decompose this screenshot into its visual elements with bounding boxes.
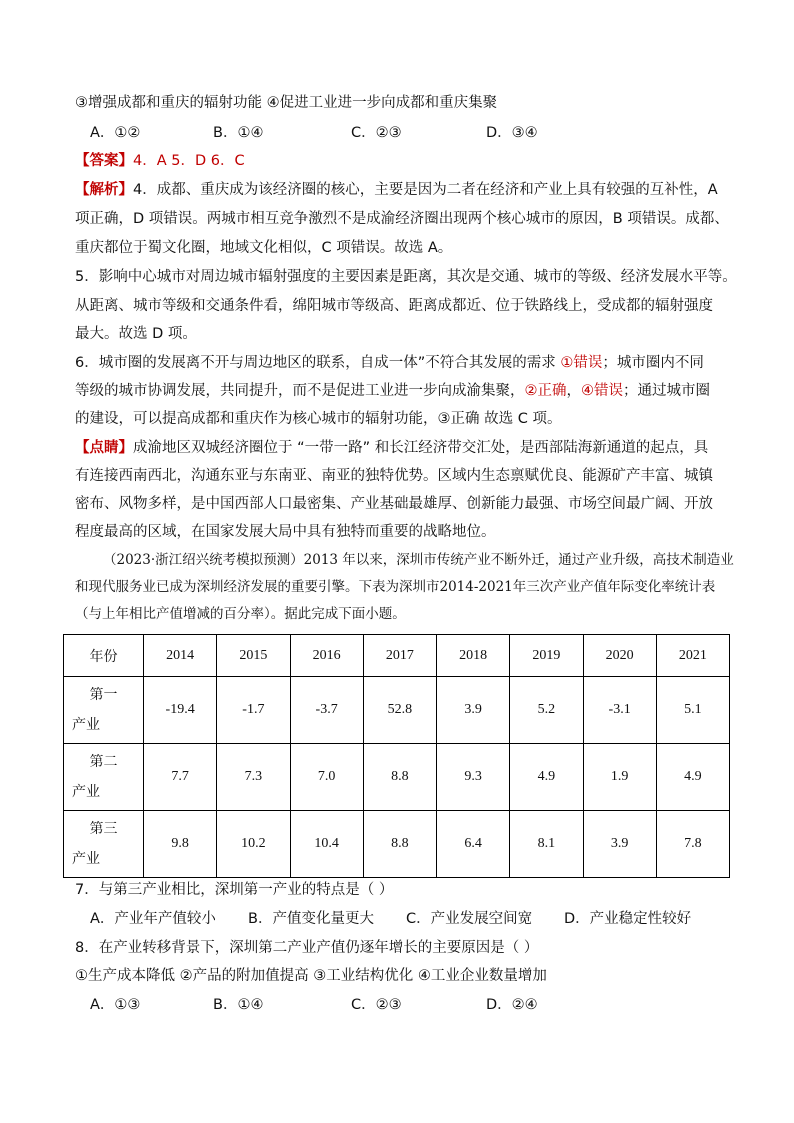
- year-cell: 2017: [363, 635, 436, 677]
- option-b: B．①④: [213, 125, 264, 141]
- answer-line: [75, 151, 735, 171]
- analysis-line-5: 从距离、城市等级和交通条件看，绵阳城市等级高、距离成都近、位于铁路线上，受成都的辐射强度: [75, 298, 713, 314]
- table-cell: 6.4: [437, 811, 510, 878]
- comment-line-4: 程度最高的区域，在国家发展大局中具有独特而重要的战略地位。: [75, 524, 496, 540]
- highlight: ④错误: [581, 383, 623, 399]
- table-cell: 52.8: [363, 677, 436, 744]
- analysis-line-9: [75, 409, 735, 429]
- analysis-text: ，: [566, 383, 581, 399]
- row-label-bottom: 产业: [72, 784, 100, 800]
- row-label-bottom: 产业: [72, 717, 100, 733]
- row-label-top: 第三: [89, 821, 118, 837]
- table-row: [64, 744, 730, 811]
- year-cell: 2014: [144, 635, 217, 677]
- comment-tag: 【点睛】: [75, 440, 133, 456]
- analysis-tag: 【解析】: [75, 182, 133, 198]
- q8-items: ①生产成本降低 ②产品的附加值提高 ③工业结构优化 ④工业企业数量增加: [75, 968, 547, 984]
- table-cell: 8.8: [363, 811, 436, 878]
- year-cell: 2019: [510, 635, 583, 677]
- table-row: [64, 677, 730, 744]
- table-cell: 1.9: [583, 744, 656, 811]
- option-d: D．产业稳定性较好: [564, 911, 692, 927]
- year-cell: 2021: [656, 635, 729, 677]
- option-b: B．产值变化量更大: [248, 911, 374, 927]
- analysis-line-4: 5．影响中心城市对周边城市辐射强度的主要因素是距离，其次是交通、城市的等级、经济发展水平等。: [75, 269, 737, 285]
- option-c: C．②③: [351, 125, 402, 141]
- analysis-text: ；通过城市圈: [623, 383, 710, 399]
- year-cell: 2020: [583, 635, 656, 677]
- option-c: C．②③: [351, 997, 402, 1013]
- comment-line-1: [75, 438, 735, 458]
- table-cell: -3.1: [583, 677, 656, 744]
- table-cell: 5.1: [656, 677, 729, 744]
- row-label: [64, 744, 144, 811]
- option-a: A．产业年产值较小: [90, 911, 216, 927]
- option-a: A．①②: [90, 125, 141, 141]
- analysis-line-1: [75, 180, 735, 200]
- option-b: B．①④: [213, 997, 264, 1013]
- analysis-line-8: [75, 381, 735, 401]
- year-cell: 2018: [437, 635, 510, 677]
- q8-stem: 8．在产业转移背景下，深圳第二产业产值仍逐年增长的主要原因是（ ）: [75, 940, 539, 956]
- table-cell: 7.7: [144, 744, 217, 811]
- analysis-text: 6．城市圈的发展离不开与周边地区的联系，自成一体”不符合其发展的需求: [75, 355, 561, 371]
- q7-options: [90, 909, 691, 929]
- year-cell: 2016: [290, 635, 363, 677]
- table-cell: 7.3: [217, 744, 290, 811]
- comment-text: 成渝地区双城经济圈位于 “一带一路” 和长江经济带交汇处，是西部陆海新通道的起点，具: [133, 440, 709, 456]
- table-header-label: 年份: [64, 635, 144, 677]
- table-cell: -1.7: [217, 677, 290, 744]
- analysis-text: 等级的城市协调发展，共同提升，而不是促进工业进一步向成渝集聚，: [75, 383, 525, 399]
- highlight: ②正确: [524, 383, 567, 399]
- table-cell: 4.9: [510, 744, 583, 811]
- table-cell: 9.3: [437, 744, 510, 811]
- q7-stem: 7．与第三产业相比，深圳第一产业的特点是（ ）: [75, 882, 394, 898]
- table-cell: 7.8: [656, 811, 729, 878]
- table-cell: -3.7: [290, 677, 363, 744]
- analysis-text: ；城市圈内不同: [602, 355, 704, 371]
- table-cell: 3.9: [437, 677, 510, 744]
- comment-line-2: 有连接西南西北，沟通东亚与东南亚、南亚的独特优势。区域内生态禀赋优良、能源矿产丰富、城镇: [75, 468, 713, 484]
- table-header-row: [64, 635, 730, 677]
- row-label-top: 第一: [89, 687, 118, 703]
- table-cell: -19.4: [144, 677, 217, 744]
- comment-line-3: 密布、风物多样，是中国西部人口最密集、产业基础最雄厚、创新能力最强、市场空间最广阔、开放: [75, 496, 713, 512]
- table-cell: 5.2: [510, 677, 583, 744]
- statement-3-4: ③增强成都和重庆的辐射功能 ④促进工业进一步向成都和重庆集聚: [75, 95, 498, 111]
- row-label: [64, 811, 144, 878]
- analysis-line-3: 重庆都位于蜀文化圈，地域文化相似，C 项错误。故选 A。: [75, 240, 453, 256]
- q8-options: [90, 995, 538, 1015]
- answer-text: 4．A 5．D 6．C: [133, 153, 245, 169]
- highlight: ③正确: [437, 411, 480, 427]
- material-paragraph: （2023·浙江绍兴统考模拟预测）2013 年以来，深圳市传统产业不断外迁，通过产业升级，高技术制造业和现代服务业已成为深圳经济发展的重要引擎。下表为深圳市2014-2021年三次产业产值年际变化率统计表（与上年相比产值增减的百分率）。据此完成下面小题。: [75, 552, 734, 622]
- row-label-top: 第二: [89, 754, 118, 770]
- table-cell: 3.9: [583, 811, 656, 878]
- analysis-text: 4．成都、重庆成为该经济圈的核心，主要是因为二者在经济和产业上具有较强的互补性，A: [133, 182, 718, 198]
- table-row: [64, 811, 730, 878]
- option-d: D．③④: [486, 125, 538, 141]
- row-label-bottom: 产业: [72, 851, 100, 867]
- option-a: A．①③: [90, 997, 141, 1013]
- q6-options: [90, 123, 538, 143]
- option-c: C．产业发展空间宽: [406, 911, 533, 927]
- table-cell: 4.9: [656, 744, 729, 811]
- table-cell: 10.4: [290, 811, 363, 878]
- answer-tag: 【答案】: [75, 153, 133, 169]
- table-cell: 8.1: [510, 811, 583, 878]
- analysis-line-6: 最大。故选 D 项。: [75, 326, 197, 342]
- analysis-text: 的建设，可以提高成都和重庆作为核心城市的辐射功能，: [75, 411, 438, 427]
- analysis-line-7: [75, 353, 735, 373]
- table-cell: 10.2: [217, 811, 290, 878]
- analysis-line-2: 项正确，D 项错误。两城市相互竞争激烈不是成渝经济圈出现两个核心城市的原因，B 项错误。成都、: [75, 211, 729, 227]
- analysis-text: 故选 C 项。: [479, 411, 562, 427]
- industry-growth-table: [63, 634, 730, 878]
- option-d: D．②④: [486, 997, 538, 1013]
- row-label: [64, 677, 144, 744]
- table-cell: 7.0: [290, 744, 363, 811]
- table-cell: 8.8: [363, 744, 436, 811]
- table-cell: 9.8: [144, 811, 217, 878]
- highlight: ①错误: [560, 355, 603, 371]
- year-cell: 2015: [217, 635, 290, 677]
